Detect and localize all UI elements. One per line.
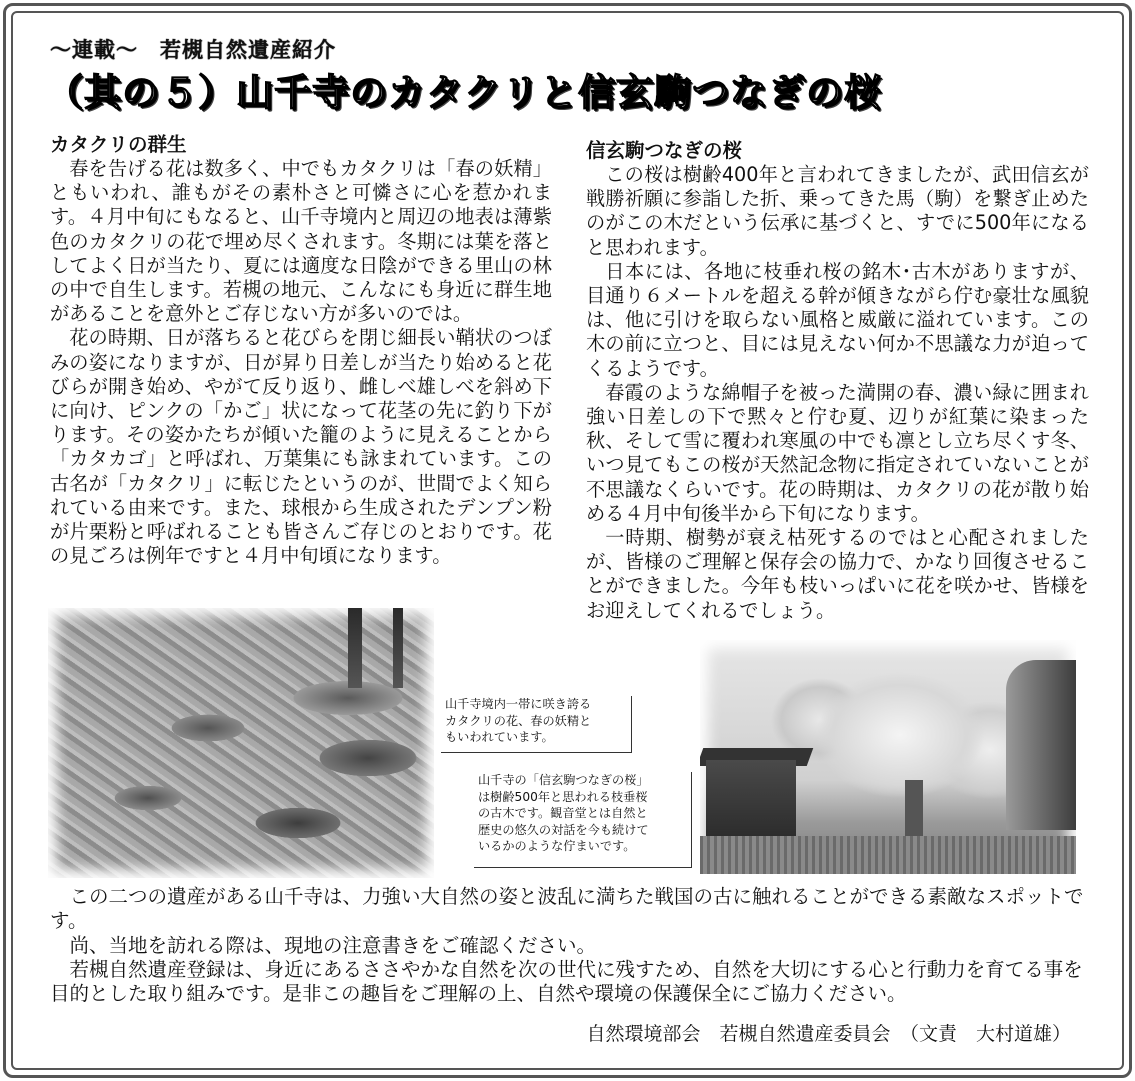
right-heading: 信玄駒つなぎの桜 — [586, 139, 743, 162]
katakuri-flower-photo — [48, 608, 434, 878]
caption-line: は樹齢500年と思われる枝垂桜 — [478, 789, 648, 804]
author-credit: 自然環境部会 若槻自然遺産委員会 （文責 大村道雄） — [586, 1023, 1071, 1045]
left-heading: カタクリの群生 — [50, 133, 187, 156]
right-paragraph: 春霞のような綿帽子を被った満開の春、濃い緑に囲まれ強い日差しの下で黙々と佇む夏、辺りが紅葉に染まった秋、そして雪に覆われ寒風の中でも凛とし立ち尽くす冬、いつ見てもこの桜が天然記念物に指定されていないことが不思議なくらいです。花の時期は、カタクリの花が散り始める４月中旬後半から下旬になります。 — [586, 380, 1089, 525]
ground-shape — [700, 836, 1076, 874]
closing-section — [50, 885, 1095, 1006]
left-paragraph: 花の時期、日が落ちると花びらを閉じ細長い鞘状のつぼみの姿になりますが、日が昇り日差しが当たり始めると花びらが開き始め、やがて反り返り、雌しべ雄しべを斜め下に向け、ピンクの「かご」状になって花茎の先に釣り下がります。その姿かたちが傾いた籠のように見えることから「カタカゴ」と呼ばれ、万葉集にも詠まれています。この古名が「カタクリ」に転じたというのが、世間でよく知られている由来です。また、球根から生成されたデンプン粉が片栗粉と呼ばれることも皆さんご存じのとおりです。花の見ごろは例年ですと４月中旬頃になります。 — [50, 326, 552, 568]
article-title: （其の５）山千寺のカタクリと信玄駒つなぎの桜 — [46, 70, 882, 114]
tree-trunk-shape — [393, 608, 403, 688]
caption-line: 山千寺の「信玄駒つなぎの桜」 — [478, 773, 649, 787]
caption-line: カタクリの花、春の妖精と — [445, 713, 592, 728]
kannon-hall-shape — [706, 760, 796, 838]
closing-paragraph: この二つの遺産がある山千寺は、力強い大自然の姿と波乱に満ちた戦国の古に触れることができる素敵なスポットです。 — [50, 885, 1084, 933]
left-column — [50, 133, 552, 568]
caption-line: 山千寺境内一帯に咲き誇る — [445, 697, 592, 711]
left-paragraph: 春を告げる花は数多く、中でもカタクリは「春の妖精」ともいわれ、誰もがその素朴さと可憐さに心を惹かれます。４月中旬にもなると、山千寺境内と周辺の地表は薄紫色のカタクリの花で埋め尽くされます。冬期には葉を落としてよく日が当たり、夏には適度な日陰ができる里山の林の中で自生します。若槻の地元、こんなにも身近に群生地があることを意外とご存じない方が多いのでは。 — [50, 157, 552, 326]
closing-paragraph: 若槻自然遺産登録は、身近にあるささやかな自然を次の世代に残すため、自然を大切にする心と行動力を育てる事を目的とした取り組みです。是非この趣旨をご理解の上、自然や環境の保護保全にご協力ください。 — [50, 957, 1083, 1006]
caption-line: もいわれています。 — [445, 730, 554, 744]
caption-line: 歴史の悠久の対話を今も続けて — [478, 822, 649, 837]
cherry-photo-caption — [474, 772, 692, 868]
right-paragraph: この桜は樹齢400年と言われてきましたが、武田信玄が戦勝祈願に参詣した折、乗ってきた馬（駒）を繋ぎ止めたのがこの木だという伝承に基づくと、すでに500年になると思われます。 — [586, 163, 1089, 259]
caption-line: の古木です。観音堂とは自然と — [478, 806, 648, 820]
caption-line: いるかのような佇まいです。 — [478, 839, 636, 853]
cherry-trunk-shape — [905, 780, 923, 840]
pine-trees-shape — [1006, 660, 1076, 830]
right-paragraph: 日本には、各地に枝垂れ桜の銘木･古木がありますが、目通り６メートルを超える幹が傾きながら佇む豪壮な風貌は、他に引けを取らない風格と威厳に溢れています。この木の前に立つと、目には見えない何か不思議な力が迫ってくるようです。 — [586, 259, 1089, 380]
cherry-tree-photo — [700, 640, 1076, 874]
right-paragraph: 一時期、樹勢が衰え枯死するのではと心配されましたが、皆様のご理解と保存会の協力で、かなり回復させることができました。今年も枝いっぱいに花を咲かせ、皆様をお迎えしてくれるでしょう。 — [586, 526, 1089, 622]
katakuri-photo-caption — [441, 696, 632, 753]
tree-trunk-shape — [348, 608, 362, 688]
right-column — [586, 139, 1089, 623]
closing-paragraph: 尚、当地を訪れる際は、現地の注意書きをご確認ください。 — [69, 933, 597, 957]
series-label: ～連載～ 若槻自然遺産紹介 — [50, 38, 336, 62]
